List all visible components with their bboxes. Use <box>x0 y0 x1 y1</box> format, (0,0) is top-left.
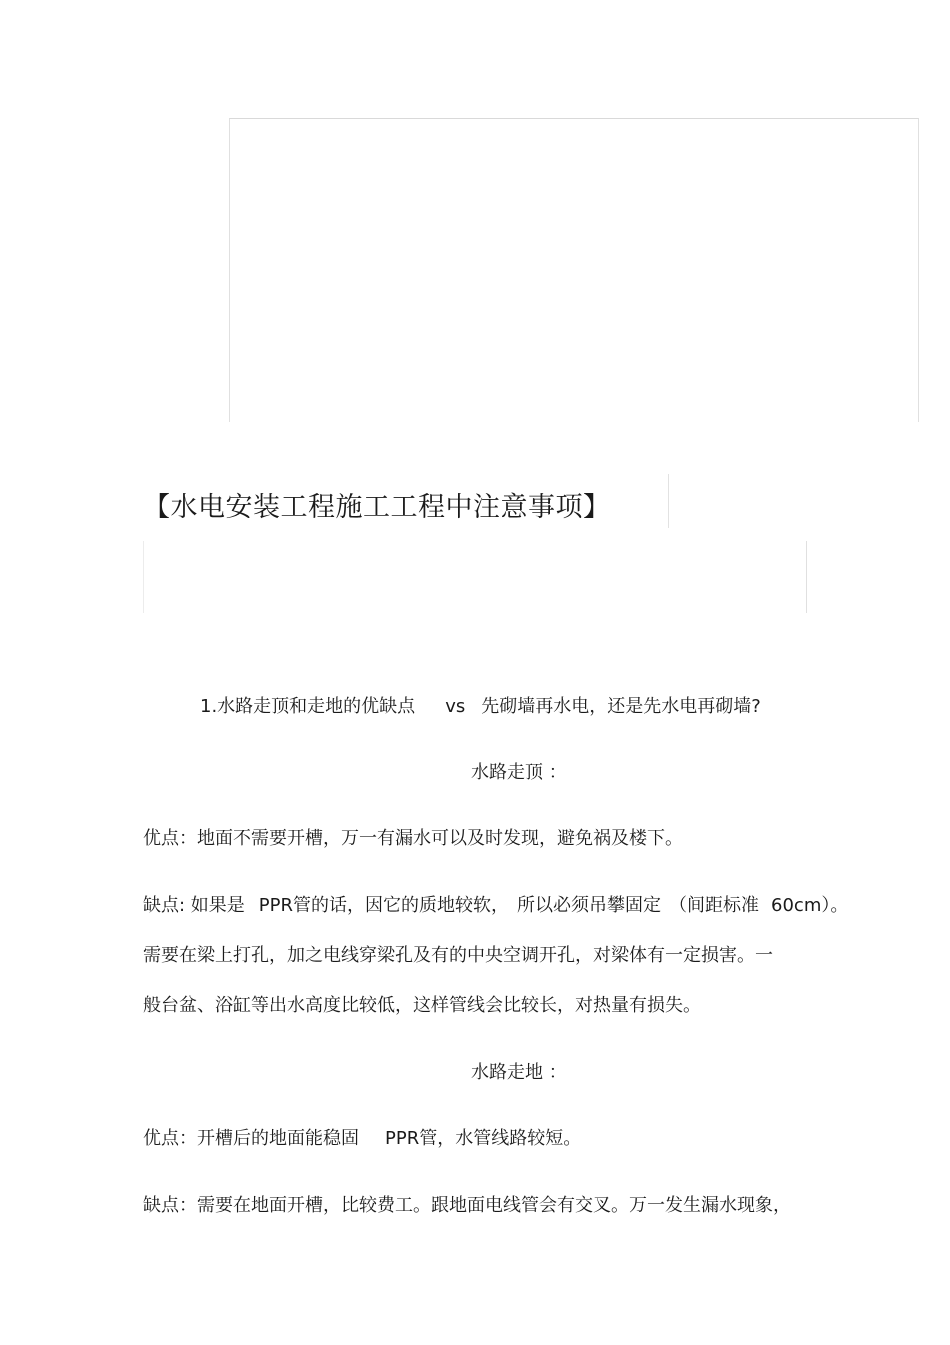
question-part-3: 先砌墙再水电，还是先水电再砌墙? <box>481 696 761 717</box>
top-pros: 优点：地面不需要开槽，万一有漏水可以及时发现，避免祸及楼下。 <box>143 828 683 849</box>
question-part-1: 1.水路走顶和走地的优缺点 <box>200 696 416 717</box>
top-cons-line-2: 需要在梁上打孔，加之电线穿梁孔及有的中央空调开孔，对梁体有一定损害。一 <box>143 945 773 966</box>
top-cons-a: 缺点: 如果是 <box>143 895 245 916</box>
divider <box>668 474 669 528</box>
top-cons-b: PPR管的话，因它的质地较软， <box>258 895 510 916</box>
question-part-2: vs <box>445 696 466 717</box>
question-line <box>200 694 761 720</box>
top-cons-d: （间距标准 <box>669 895 760 916</box>
top-cons <box>143 893 848 919</box>
top-cons-e: 60cm）。 <box>771 895 849 916</box>
document-title: 【水电安装工程施工工程中注意事项】 <box>143 492 611 523</box>
floor-pros-a: 优点：开槽后的地面能稳固 <box>143 1128 359 1149</box>
blank-box <box>143 541 807 613</box>
top-cons-line-3: 般台盆、浴缸等出水高度比较低，这样管线会比较长，对热量有损失。 <box>143 995 701 1016</box>
image-frame <box>229 118 919 422</box>
section-heading-top: 水路走顶 ： <box>471 762 567 783</box>
floor-pros-b: PPR管，水管线路较短。 <box>385 1128 582 1149</box>
floor-cons: 缺点：需要在地面开槽，比较费工。跟地面电线管会有交叉。万一发生漏水现象， <box>143 1195 791 1216</box>
floor-pros <box>143 1126 581 1152</box>
top-cons-c: 所以必须吊攀固定 <box>517 895 662 916</box>
section-heading-floor: 水路走地 ： <box>471 1062 567 1083</box>
